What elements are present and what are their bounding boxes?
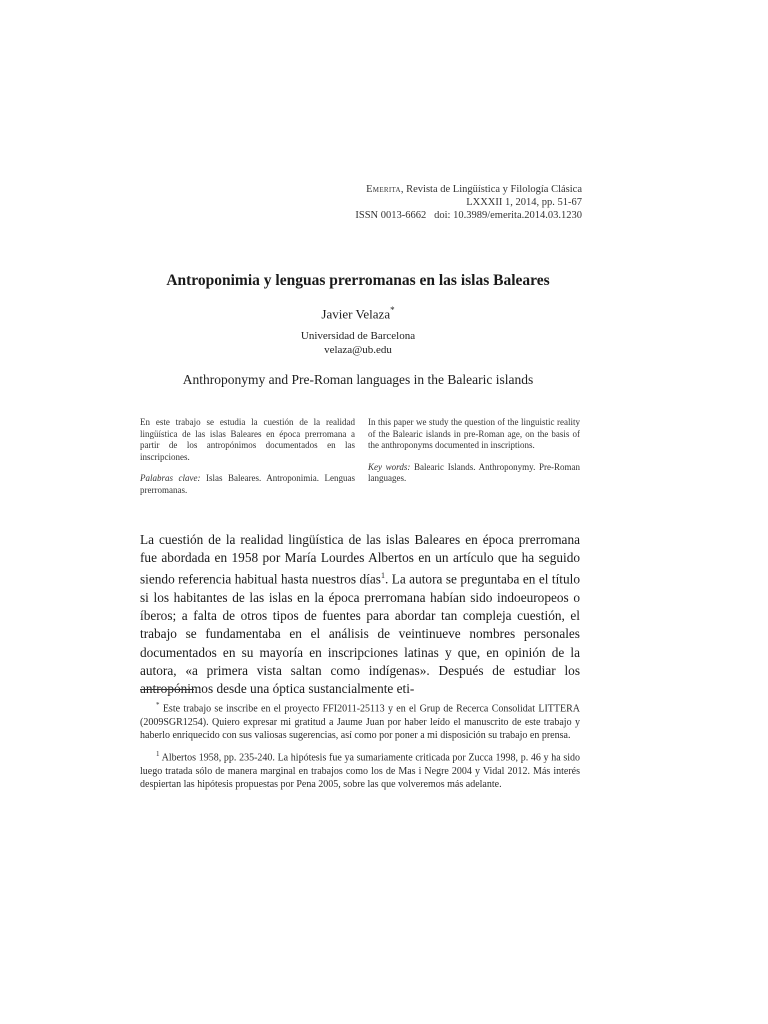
author-name: Javier Velaza xyxy=(321,306,391,322)
footnote-divider xyxy=(140,689,194,690)
keywords-english-label: Key words: xyxy=(368,461,411,472)
author-email: velaza@ub.edu xyxy=(324,344,392,356)
article-title: Antroponimia y lenguas prerromanas en las islas Baleares xyxy=(166,272,550,289)
abstract-english-text: In this paper we study the question of the linguistic reality of the Balearic islands in pre-Roman age, on the basis of the anthroponyms documented in inscriptions. xyxy=(368,417,580,451)
body-paragraph-rest: . La autora se preguntaba en el título si los habitantes de las islas en la época prerromana habían sido indoeuropeos o íberos; a falta de otros tipos de fuentes para abordar tan compleja cuestión, el trabajo se fundamentaba en el análisis de veintinueve nombres personales documentados en su mayoría en inscripciones latinas y que, en opinión de la autora, «a primera vista saltan como indígenas». Después de estudiar los antropónimos desde una óptica sustancialmente eti- xyxy=(140,571,580,697)
journal-volume: LXXXII 1, 2014, pp. 51-67 xyxy=(466,197,582,208)
keywords-spanish xyxy=(140,473,355,496)
body-text xyxy=(140,531,580,698)
abstract-spanish-text: En este trabajo se estudia la cuestión de la realidad lingüística de las islas Baleares en época prerromana a partir de los antropónimos documentados en las inscripciones. xyxy=(140,417,355,462)
footnote-item xyxy=(140,699,580,742)
author-affiliation: Universidad de Barcelona xyxy=(300,330,416,342)
footnote-mark: * xyxy=(156,701,160,709)
journal-ids xyxy=(355,209,582,222)
article-author xyxy=(0,305,716,322)
body-paragraph xyxy=(140,531,580,698)
journal-line xyxy=(355,183,582,196)
journal-name: Emerita xyxy=(366,184,401,195)
journal-issn: ISSN 0013-6662 xyxy=(355,210,427,221)
keywords-english xyxy=(368,462,580,485)
journal-doi: doi: 10.3989/emerita.2014.03.1230 xyxy=(434,210,582,221)
journal-subtitle: , Revista de Lingüística y Filología Clásica xyxy=(400,184,582,195)
footnotes xyxy=(140,699,580,797)
author-footnote-mark: * xyxy=(390,305,395,315)
keywords-spanish-label: Palabras clave: xyxy=(140,473,201,484)
footnote-text: Albertos 1958, pp. 235-240. La hipótesis fue ya sumariamente criticada por Zucca 1998, p. 46 y ha sido luego tratada sólo de manera marginal en trabajos como los de Mas i Negre 2004 y Vidal 2012. Más interés despiertan las hipótesis propuestas por Pena 2005, sobre las que volveremos más adelante. xyxy=(140,752,580,791)
abstract-english xyxy=(368,417,580,485)
abstract-spanish xyxy=(140,417,355,497)
footnote-item xyxy=(140,748,580,791)
footnote-text: Este trabajo se inscribe en el proyecto FFI2011-25113 y en el Grup de Recerca Consolidat LITTERA (2009SGR1254). Quiero expresar mi gratitud a Jaume Juan por haber leído el manuscrito de este trabajo y haberlo enriquecido con sus valiosas sugerencias, así como por poner a mi disposición su trabajo en prensa. xyxy=(140,703,580,741)
english-title: Anthroponymy and Pre-Roman languages in the Balearic islands xyxy=(182,372,534,387)
body-paragraph-start: La cuestión de la realidad lingüística de las islas Baleares en época prerromana fue abordada en 1958 por María Lourdes Albertos en un artículo que ha seguido siendo referencia habitual hasta nuestros días xyxy=(140,532,580,587)
footnote-ref-1: 1 xyxy=(380,571,385,581)
keywords-spanish-text: Islas Baleares. Antroponimia. Lenguas prerromanas. xyxy=(140,473,356,495)
keywords-english-text: Balearic Islands. Anthroponymy. Pre-Roman languages. xyxy=(368,461,580,484)
footnote-mark: 1 xyxy=(156,750,160,759)
author-affiliation-block xyxy=(0,329,716,357)
journal-header xyxy=(355,183,582,222)
